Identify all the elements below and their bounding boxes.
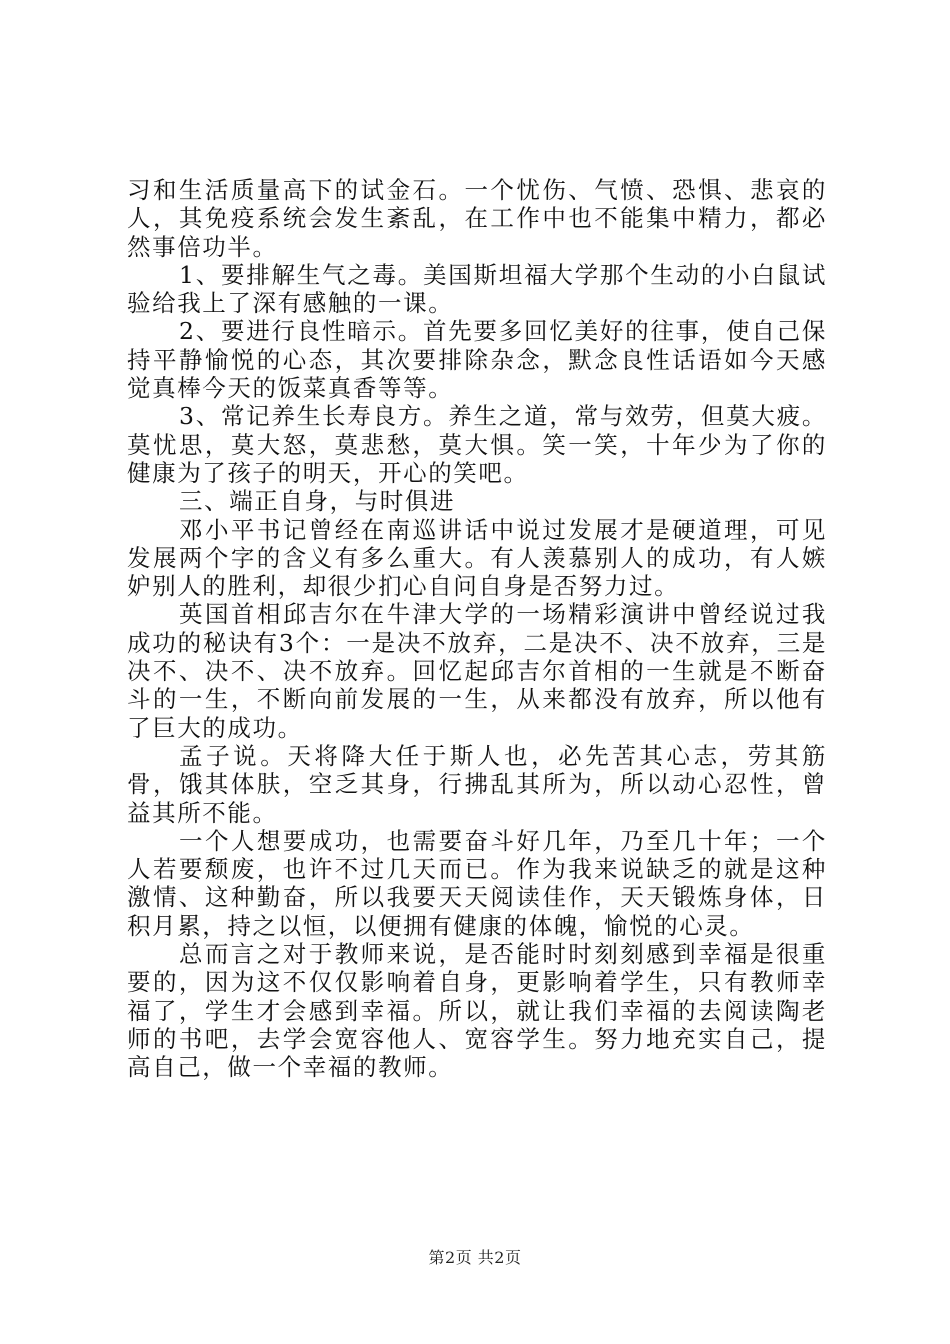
paragraph-7: 英国首相邱吉尔在牛津大学的一场精彩演讲中曾经说过我成功的秘诀有3个：一是决不放弃，二是决不、决不放弃，三是决不、决不、决不放弃。回忆起邱吉尔首相的一生就是不断奋斗的一生，不断向前发展的一生，从来都没有放弃，所以他有了巨大的成功。 [127,600,827,742]
paragraph-8: 孟子说。天将降大任于斯人也，必先苦其心志，劳其筋骨，饿其体肤，空乏其身，行拂乱其所为，所以动心忍性，曾益其所不能。 [127,741,827,827]
page-number-footer: 第2页 共2页 [428,1248,522,1267]
paragraph-3: 2、要进行良性暗示。首先要多回忆美好的往事，使自己保持平静愉悦的心态，其次要排除杂念，默念良性话语如今天感觉真棒今天的饭菜真香等等。 [127,317,827,403]
section-heading: 三、端正自身，与时俱进 [179,487,456,516]
paragraph-4: 3、常记养生长寿良方。养生之道，常与效劳，但莫大疲。莫忧思，莫大怒，莫悲愁，莫大惧。笑一笑，十年少为了你的健康为了孩子的明天，开心的笑吧。 [127,402,827,487]
paragraph-9: 一个人想要成功，也需要奋斗好几年，乃至几十年；一个人若要颓废，也许不过几天而已。作为我来说缺乏的就是这种激情、这种勤奋，所以我要天天阅读佳作，天天锻炼身体，日积月累，持之以恒，以便拥有健康的体魄，愉悦的心灵。 [127,826,827,940]
paragraph-6: 邓小平书记曾经在南巡讲话中说过发展才是硬道理，可见发展两个字的含义有多么重大。有人羡慕别人的成功，有人嫉妒别人的胜利，却很少扪心自问自身是否努力过。 [127,515,827,601]
paragraph-10: 总而言之对于教师来说，是否能时时刻刻感到幸福是很重要的，因为这不仅仅影响着自身，更影响着学生，只有教师幸福了，学生才会感到幸福。所以，就让我们幸福的去阅读陶老师的书吧，去学会宽容他人、宽容学生。努力地充实自己，提高自己，做一个幸福的教师。 [127,940,827,1082]
paragraph-1: 习和生活质量高下的试金石。一个忧伤、气愤、恐惧、悲哀的人，其免疫系统会发生紊乱，在工作中也不能集中精力，都必然事倍功半。 [127,176,827,261]
paragraph-2: 1、要排解生气之毒。美国斯坦福大学那个生动的小白鼠试验给我上了深有感触的一课。 [127,260,827,318]
document-body [127,176,827,1082]
